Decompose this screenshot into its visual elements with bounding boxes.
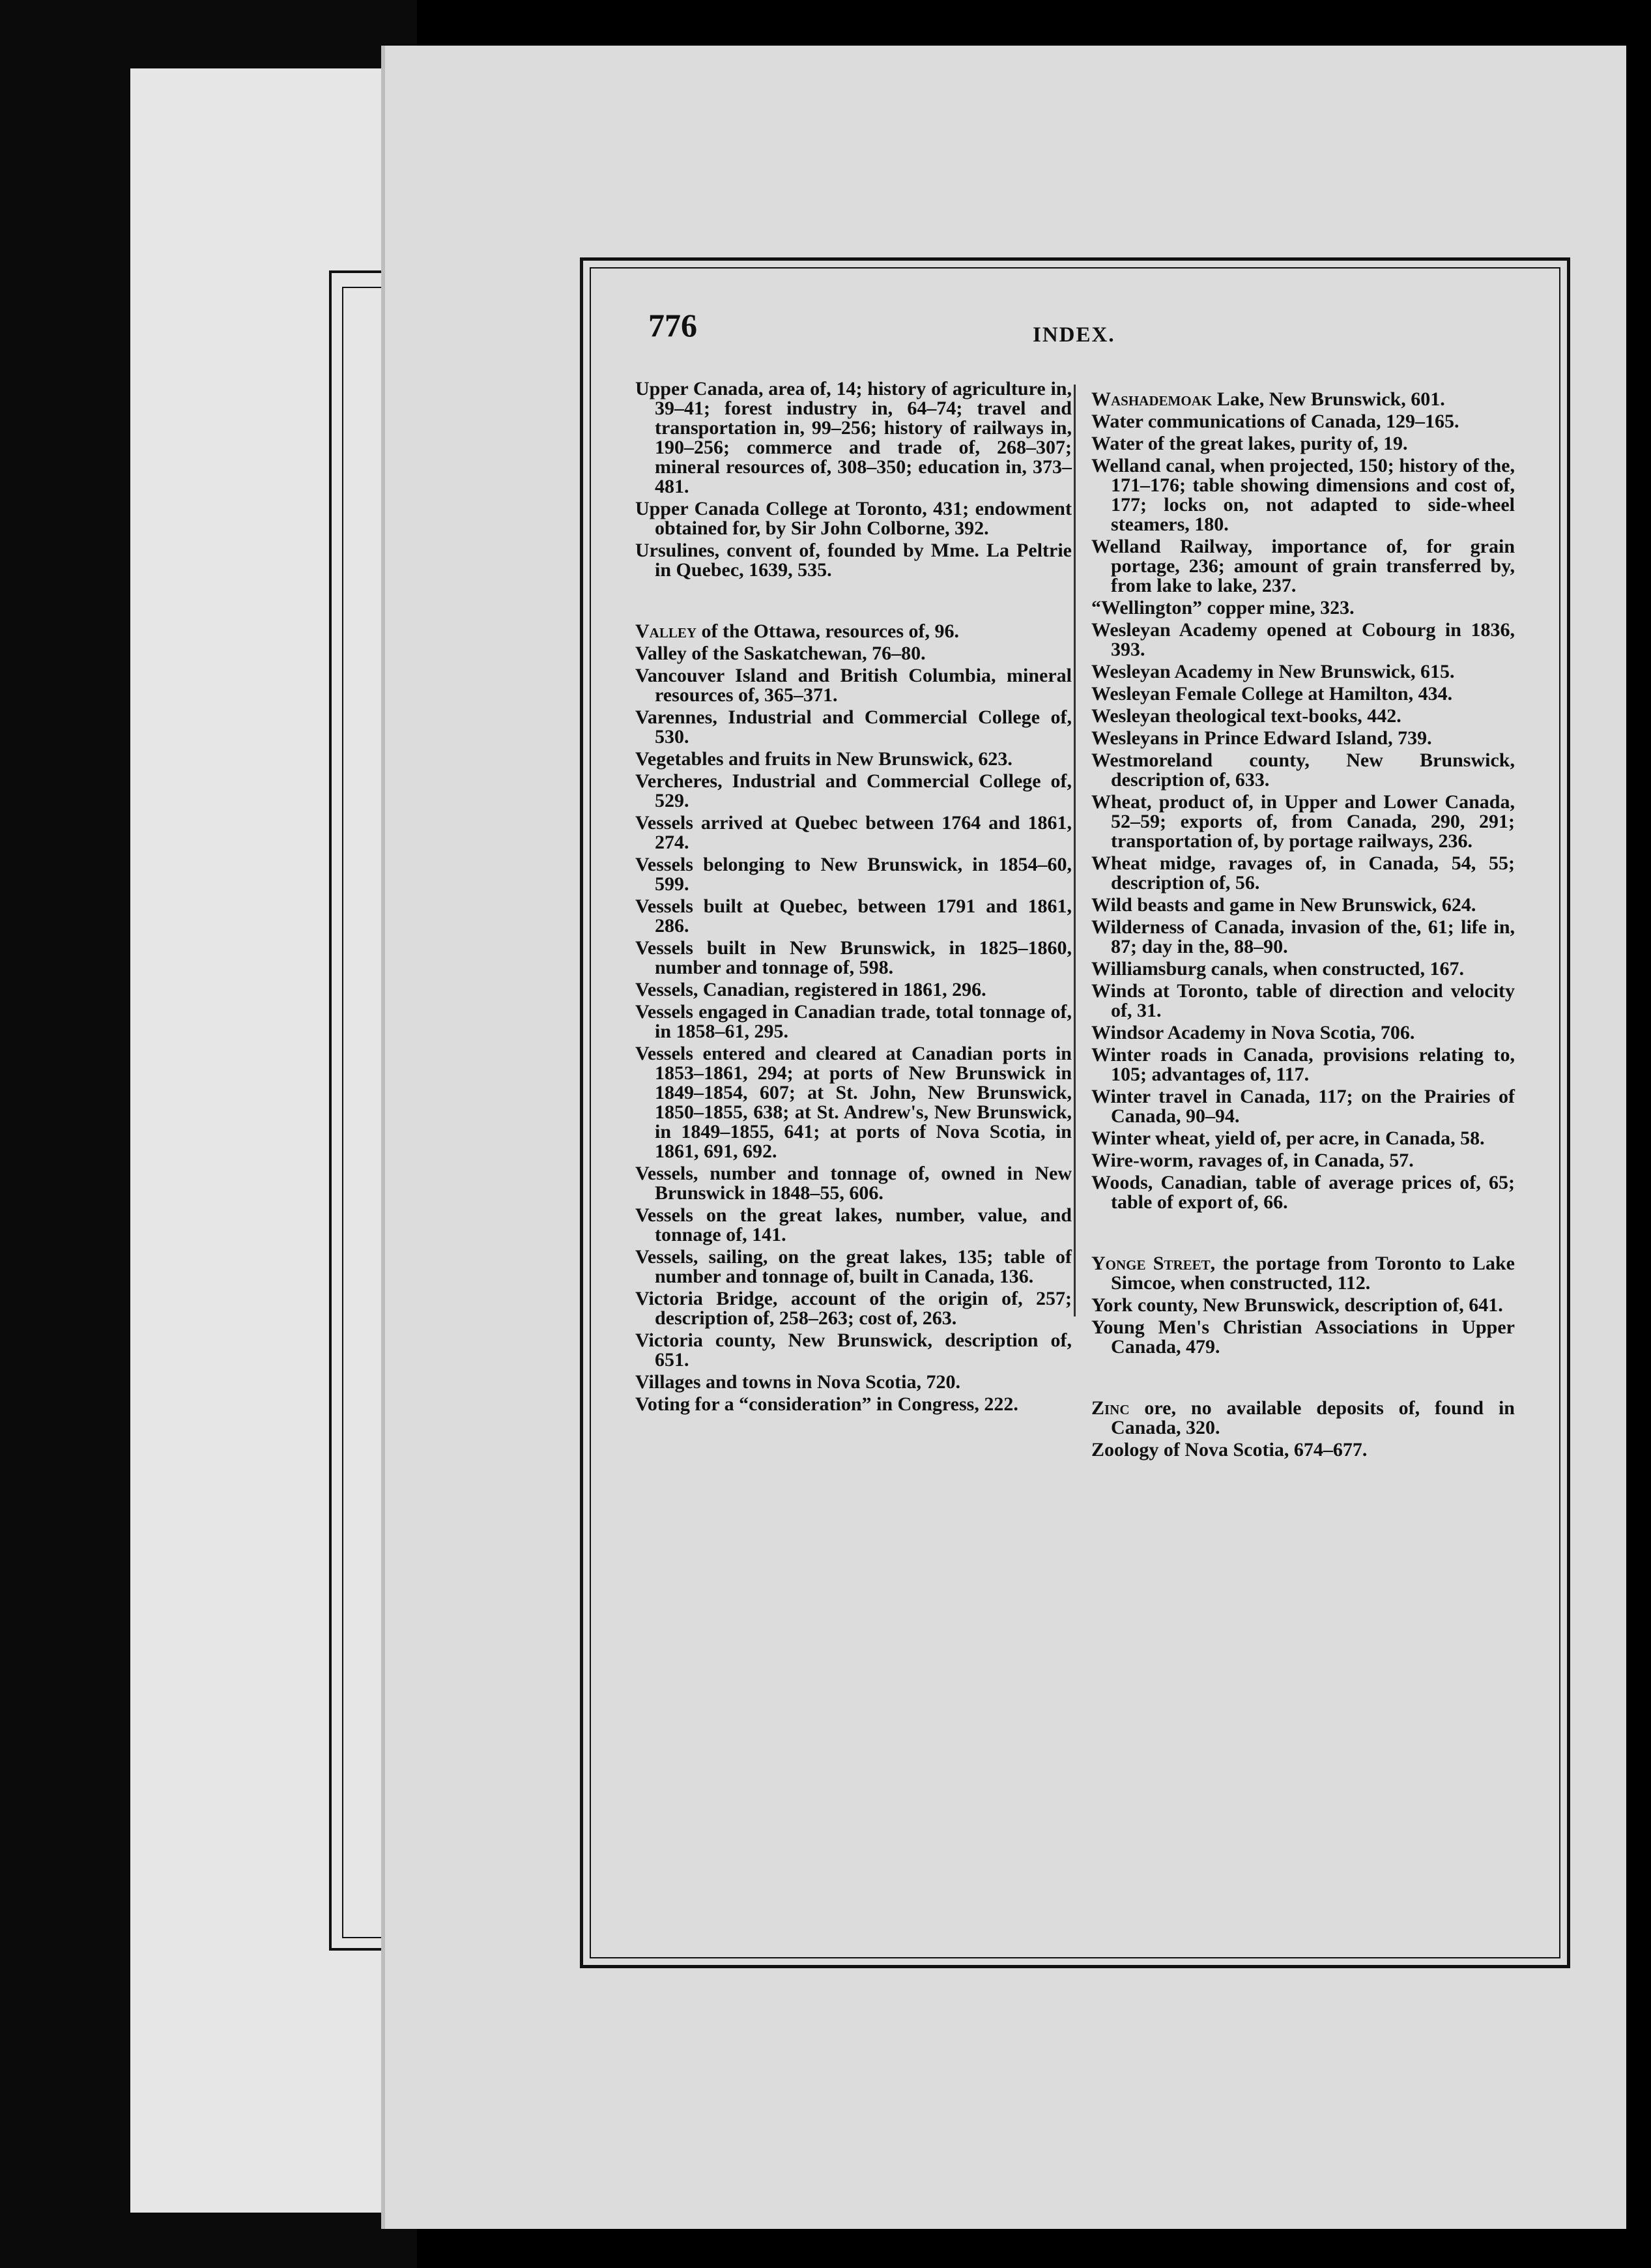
index-entry: Vessels, sailing, on the great lakes, 135; table of number and tonnage of, built in Canada, 136. — [635, 1246, 1072, 1287]
entries-z — [1091, 1399, 1515, 1460]
index-entry: Wild beasts and game in New Brunswick, 624. — [1091, 894, 1476, 916]
index-entry — [1091, 1254, 1515, 1293]
index-entry: Winds at Toronto, table of direction and velocity of, 31. — [1091, 980, 1515, 1021]
index-entry: Welland canal, when projected, 150; history of the, 171–176; table showing dimensions and cost of, 177; locks on, not adapted to side-wheel steamers, 180. — [1091, 455, 1515, 535]
entry-lead: Valley — [635, 620, 697, 642]
index-entry: Vancouver Island and British Columbia, mineral resources of, 365–371. — [635, 665, 1072, 706]
index-entry: York county, New Brunswick, description of, 641. — [1091, 1294, 1503, 1316]
index-entry: Valley of the Saskatchewan, 76–80. — [635, 643, 926, 664]
index-entry: Wilderness of Canada, invasion of the, 61; life in, 87; day in the, 88–90. — [1091, 916, 1515, 957]
index-entry: Winter roads in Canada, provisions relating to, 105; advantages of, 117. — [1091, 1044, 1515, 1085]
entries-u — [635, 379, 1072, 580]
entry-lead: Yonge Street — [1091, 1253, 1211, 1274]
index-entry: Voting for a “consideration” in Congress, 222. — [635, 1393, 1018, 1415]
index-entry: Vessels on the great lakes, number, value, and tonnage of, 141. — [635, 1204, 1072, 1245]
index-entry: Victoria county, New Brunswick, description of, 651. — [635, 1330, 1072, 1371]
index-column-right — [1091, 390, 1515, 1462]
index-entry: “Wellington” copper mine, 323. — [1091, 597, 1355, 618]
index-entry: Welland Railway, importance of, for grain portage, 236; amount of grain transferred by, from lake to lake, 237. — [1091, 536, 1515, 596]
index-entry: Vessels, Canadian, registered in 1861, 296. — [635, 979, 986, 1000]
entries-y — [1091, 1254, 1515, 1357]
column-divider — [1074, 385, 1076, 1316]
running-head: INDEX. — [1033, 323, 1115, 347]
index-entry: Vegetables and fruits in New Brunswick, 623. — [635, 748, 1012, 770]
letter-gap — [1091, 1215, 1515, 1254]
index-entry: Vessels built in New Brunswick, in 1825–1860, number and tonnage of, 598. — [635, 937, 1072, 978]
index-column-left — [635, 379, 1072, 1417]
index-entry: Windsor Academy in Nova Scotia, 706. — [1091, 1022, 1415, 1043]
page-number: 776 — [648, 307, 697, 343]
index-entry: Wheat midge, ravages of, in Canada, 54, 55; description of, 56. — [1091, 852, 1515, 894]
index-entry: Winter travel in Canada, 117; on the Prairies of Canada, 90–94. — [1091, 1086, 1515, 1127]
index-entry: Williamsburg canals, when constructed, 167. — [1091, 958, 1464, 980]
index-entry: Wesleyan theological text-books, 442. — [1091, 705, 1401, 727]
index-entry: Upper Canada, area of, 14; history of agriculture in, 39–41; forest industry in, 64–74; travel and transportation in, 99–256; history of railways in, 190–256; commerce and trade of, 268–307; mineral resources of, 308–350; education in, 373–481. — [635, 378, 1072, 497]
index-entry: Vessels arrived at Quebec between 1764 and 1861, 274. — [635, 812, 1072, 853]
index-entry — [1091, 390, 1515, 409]
entry-text: ore, no available deposits of, found in Canada, 320. — [1111, 1397, 1515, 1438]
entry-text: of the Ottawa, resources of, 96. — [696, 620, 960, 642]
index-entry: Westmoreland county, New Brunswick, description of, 633. — [1091, 749, 1515, 791]
index-entry: Varennes, Industrial and Commercial College of, 530. — [635, 706, 1072, 748]
entries-w — [1091, 390, 1515, 1212]
index-entry: Vessels engaged in Canadian trade, total tonnage of, in 1858–61, 295. — [635, 1001, 1072, 1042]
entry-text: , the portage from Toronto to Lake Simcoe, when constructed, 112. — [1111, 1253, 1515, 1294]
entry-text: Lake, New Brunswick, 601. — [1212, 388, 1445, 410]
index-entry: Water communications of Canada, 129–165. — [1091, 411, 1459, 432]
index-entry: Villages and towns in Nova Scotia, 720. — [635, 1371, 960, 1393]
index-entry: Woods, Canadian, table of average prices of, 65; table of export of, 66. — [1091, 1172, 1515, 1213]
index-entry: Vercheres, Industrial and Commercial College of, 529. — [635, 770, 1072, 811]
index-entry — [635, 622, 1072, 641]
index-entry: Wire-worm, ravages of, in Canada, 57. — [1091, 1150, 1414, 1171]
index-entry: Young Men's Christian Associations in Upper Canada, 479. — [1091, 1316, 1515, 1358]
letter-gap — [1091, 1359, 1515, 1399]
index-entry: Victoria Bridge, account of the origin of, 257; description of, 258–263; cost of, 263. — [635, 1288, 1072, 1329]
index-entry: Wesleyans in Prince Edward Island, 739. — [1091, 727, 1432, 749]
index-entry: Upper Canada College at Toronto, 431; endowment obtained for, by Sir John Colborne, 392. — [635, 498, 1072, 539]
letter-gap — [635, 583, 1072, 622]
entry-lead: Zinc — [1091, 1397, 1130, 1419]
index-entry: Wheat, product of, in Upper and Lower Canada, 52–59; exports of, from Canada, 290, 291; transportation of, by portage railways, 236. — [1091, 791, 1515, 852]
entries-v — [635, 622, 1072, 1414]
index-entry: Water of the great lakes, purity of, 19. — [1091, 433, 1408, 454]
index-entry: Vessels built at Quebec, between 1791 and 1861, 286. — [635, 895, 1072, 937]
index-entry: Vessels, number and tonnage of, owned in New Brunswick in 1848–55, 606. — [635, 1163, 1072, 1204]
entry-lead: Washademoak — [1091, 388, 1213, 410]
index-entry: Wesleyan Female College at Hamilton, 434. — [1091, 683, 1453, 705]
index-entry: Winter wheat, yield of, per acre, in Canada, 58. — [1091, 1127, 1485, 1149]
index-entry: Zoology of Nova Scotia, 674–677. — [1091, 1439, 1368, 1461]
index-entry: Vessels belonging to New Brunswick, in 1854–60, 599. — [635, 854, 1072, 895]
index-entry: Vessels entered and cleared at Canadian ports in 1853–1861, 294; at ports of New Brunswick in 1849–1854, 607; at St. John, New Brunswick, 1850–1855, 638; at St. Andrew's, New Brunswick, in 1849–1855, 641; at ports of Nova Scotia, in 1861, 691, 692. — [635, 1043, 1072, 1162]
index-entry: Wesleyan Academy opened at Cobourg in 1836, 393. — [1091, 619, 1515, 660]
index-entry: Wesleyan Academy in New Brunswick, 615. — [1091, 661, 1455, 682]
index-entry: Ursulines, convent of, founded by Mme. La Peltrie in Quebec, 1639, 535. — [635, 540, 1072, 581]
index-entry — [1091, 1399, 1515, 1438]
